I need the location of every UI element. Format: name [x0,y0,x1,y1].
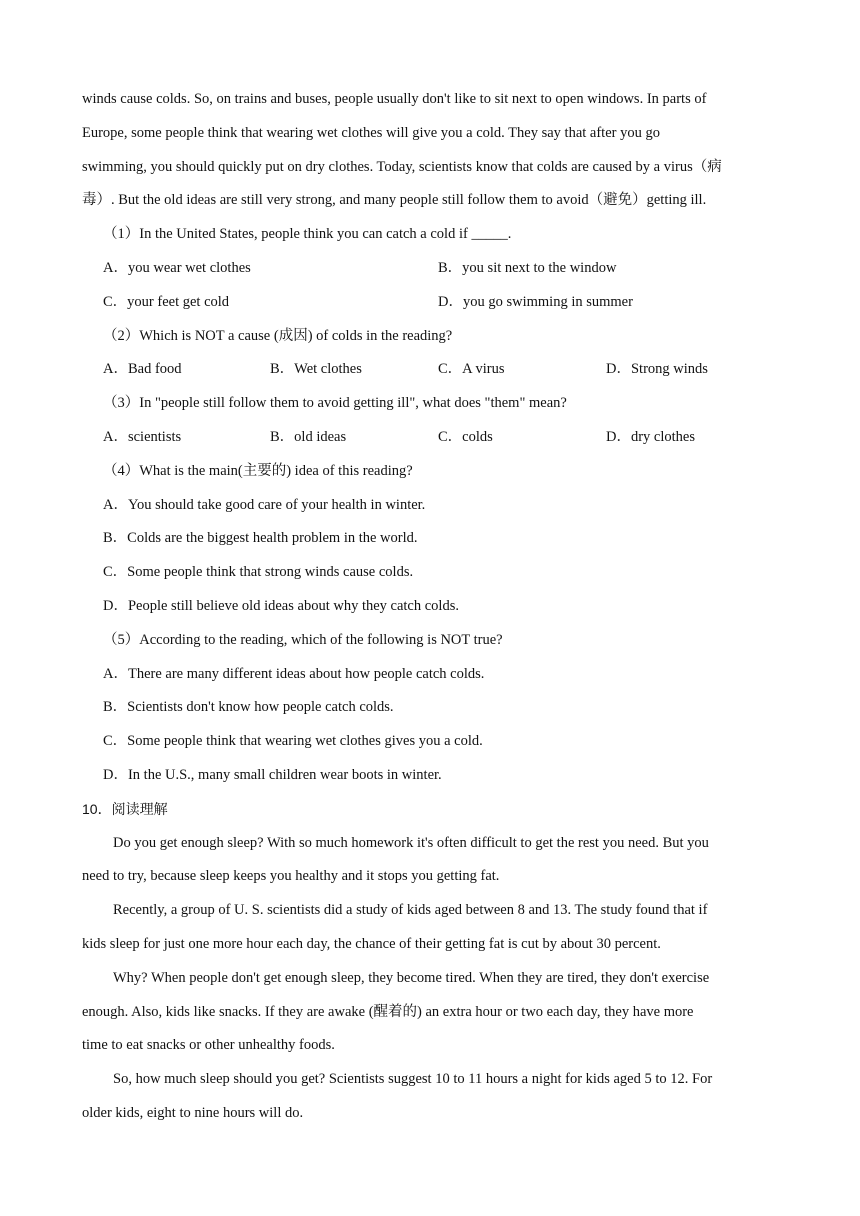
passage-line: swimming, you should quickly put on dry clothes. Today, scientists know that colds are caused by a virus（病 [82,159,722,175]
passage-line: So, how much sleep should you get? Scientists suggest 10 to 11 hours a night for kids aged 5 to 12. For [113,1071,713,1087]
option-c: C．Some people think that wearing wet clothes gives you a cold. [103,733,483,749]
question-stem: （1）In the United States, people think you can catch a cold if _____. [103,226,512,242]
question-stem: （3）In "people still follow them to avoid getting ill", what does "them" mean? [103,395,567,411]
option-a: A．you wear wet clothes [103,260,251,276]
option-d: D．you go swimming in summer [438,294,633,310]
passage-line: kids sleep for just one more hour each day, the chance of their getting fat is cut by about 30 percent. [82,936,661,952]
option-b: B．Colds are the biggest health problem in the world. [103,530,418,546]
passage-line: Europe, some people think that wearing wet clothes will give you a cold. They say that after you go [82,125,660,141]
option-c: C．A virus [438,361,505,377]
option-b: B．Scientists don't know how people catch colds. [103,699,394,715]
option-a: A．You should take good care of your health in winter. [103,497,426,513]
option-d: D．People still believe old ideas about why they catch colds. [103,598,459,614]
option-c: C．your feet get cold [103,294,230,310]
option-c: C．colds [438,429,493,445]
option-d: D．Strong winds [606,361,708,377]
passage-line: enough. Also, kids like snacks. If they are awake (醒着的) an extra hour or two each day, they have more [82,1004,694,1020]
option-b: B．you sit next to the window [438,260,617,276]
passage-line: time to eat snacks or other unhealthy foods. [82,1037,335,1053]
passage-line: Why? When people don't get enough sleep, they become tired. When they are tired, they don't exercise [113,970,710,986]
passage-line: Do you get enough sleep? With so much homework it's often difficult to get the rest you need. But you [113,835,709,851]
option-a: A．There are many different ideas about how people catch colds. [103,666,485,682]
passage-line: older kids, eight to nine hours will do. [82,1105,304,1121]
section-heading: 10．阅读理解 [82,801,168,817]
option-a: A．scientists [103,429,182,445]
passage-line: 毒）. But the old ideas are still very strong, and many people still follow them to avoid（避免）getting ill. [82,192,707,208]
option-d: D．In the U.S., many small children wear boots in winter. [103,767,442,783]
option-a: A．Bad food [103,361,182,377]
option-c: C．Some people think that strong winds cause colds. [103,564,414,580]
option-b: B．old ideas [270,429,347,445]
question-stem: （4）What is the main(主要的) idea of this reading? [103,463,413,479]
option-d: D．dry clothes [606,429,695,445]
option-b: B．Wet clothes [270,361,362,377]
question-stem: （2）Which is NOT a cause (成因) of colds in the reading? [103,328,453,344]
passage-line: winds cause colds. So, on trains and buses, people usually don't like to sit next to open windows. In parts of [82,91,707,107]
question-stem: （5）According to the reading, which of the following is NOT true? [103,632,503,648]
passage-line: need to try, because sleep keeps you healthy and it stops you getting fat. [82,868,500,884]
passage-line: Recently, a group of U. S. scientists did a study of kids aged between 8 and 13. The study found that if [113,902,708,918]
